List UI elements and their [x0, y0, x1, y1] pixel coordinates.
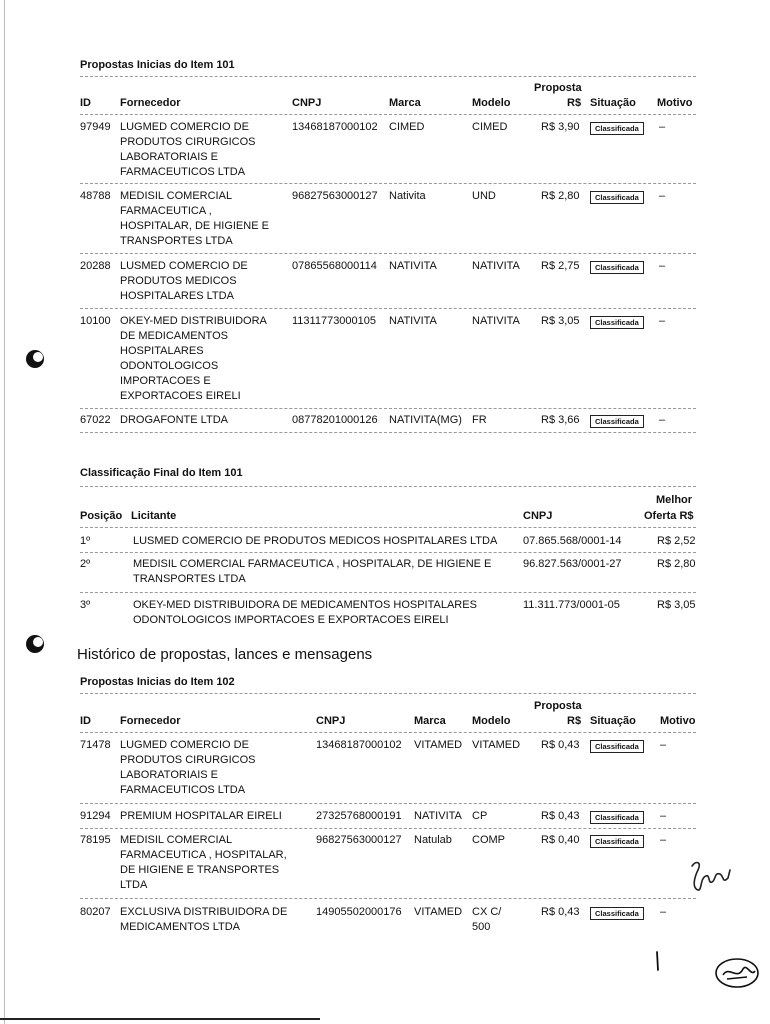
cell-id: 67022 [80, 414, 111, 426]
cell-id: 10100 [80, 315, 111, 327]
header-id: ID [80, 715, 91, 727]
cell-licitante: MEDISIL COMERCIAL FARMACEUTICA , HOSPITALAR, DE HIGIENE E [133, 558, 492, 570]
cell-posicao: 3º [80, 599, 91, 611]
cell-motivo: – [660, 906, 667, 918]
divider [80, 828, 696, 829]
divider [80, 486, 696, 487]
handwritten-mark-icon [652, 950, 662, 972]
cell-fornecedor: LUGMED COMERCIO DE [120, 121, 249, 133]
divider [80, 308, 696, 309]
status-badge: Classificada [590, 415, 644, 428]
cell-marca: Nativita [389, 190, 426, 202]
cell-fornecedor: FARMACEUTICA , [120, 205, 212, 217]
cell-motivo: – [660, 739, 667, 751]
cell-modelo: FR [472, 414, 487, 426]
header-situacao: Situação [590, 97, 636, 109]
cell-oferta: R$ 2,52 [657, 535, 696, 547]
cell-cnpj: 96.827.563/0001-27 [523, 558, 622, 570]
cell-motivo: – [659, 414, 666, 426]
header-modelo: Modelo [472, 97, 511, 109]
status-badge: Classificada [590, 316, 644, 329]
cell-id: 20288 [80, 260, 111, 272]
cell-proposta: R$ 0,40 [541, 834, 580, 846]
header-motivo: Motivo [660, 715, 696, 727]
header-motivo: Motivo [657, 97, 693, 109]
cell-licitante: OKEY-MED DISTRIBUIDORA DE MEDICAMENTOS HOSPITALARES [133, 599, 477, 611]
cell-proposta: R$ 0,43 [541, 810, 580, 822]
cell-cnpj: 08778201000126 [292, 414, 378, 426]
cell-fornecedor: EXPORTACOES EIRELI [120, 390, 241, 402]
divider [80, 76, 696, 77]
status-badge: Classificada [590, 907, 644, 920]
cell-fornecedor: FARMACEUTICOS LTDA [120, 784, 246, 796]
cell-modelo: CX C/ [472, 906, 502, 918]
cell-modelo: NATIVITA [472, 315, 520, 327]
cell-fornecedor: HOSPITALAR, DE HIGIENE E [120, 220, 269, 232]
cell-proposta: R$ 0,43 [541, 739, 580, 751]
section-title-final-101: Classificação Final do Item 101 [80, 467, 243, 479]
cell-fornecedor: DE MEDICAMENTOS [120, 330, 228, 342]
header-melhor: Melhor [656, 494, 693, 506]
cell-fornecedor: LUGMED COMERCIO DE [120, 739, 249, 751]
header-rs: R$ [567, 97, 582, 109]
cell-fornecedor: FARMACEUTICOS LTDA [120, 166, 246, 178]
cell-cnpj: 96827563000127 [292, 190, 378, 202]
cell-fornecedor: MEDICAMENTOS LTDA [120, 921, 240, 933]
cell-licitante: LUSMED COMERCIO DE PRODUTOS MEDICOS HOSPITALARES LTDA [133, 535, 498, 547]
cell-modelo: CIMED [472, 121, 508, 133]
cell-marca: CIMED [389, 121, 425, 133]
header-oferta: Oferta R$ [644, 510, 694, 522]
cell-posicao: 2º [80, 558, 91, 570]
cell-proposta: R$ 3,90 [541, 121, 580, 133]
cell-id: 71478 [80, 739, 111, 751]
punch-hole-icon [22, 631, 48, 657]
cell-cnpj: 13468187000102 [292, 121, 378, 133]
section-title-item-101: Propostas Inicias do Item 101 [80, 59, 235, 71]
cell-proposta: R$ 3,66 [541, 414, 580, 426]
rubric-stamp-icon [713, 955, 761, 991]
cell-fornecedor: LUSMED COMERCIO DE [120, 260, 248, 272]
cell-marca: VITAMED [414, 739, 463, 751]
cell-cnpj: 11.311.773/0001-05 [523, 599, 620, 611]
divider [80, 114, 696, 115]
cell-fornecedor: OKEY-MED DISTRIBUIDORA [120, 315, 267, 327]
header-marca: Marca [389, 97, 421, 109]
divider [80, 898, 696, 899]
cell-marca: NATIVITA [389, 260, 437, 272]
header-proposta: Proposta [534, 700, 582, 712]
cell-id: 80207 [80, 906, 111, 918]
divider [80, 693, 696, 694]
cell-posicao: 1º [80, 535, 91, 547]
cell-fornecedor: PRODUTOS CIRURGICOS [120, 136, 256, 148]
divider [80, 408, 696, 409]
cell-modelo: NATIVITA [472, 260, 520, 272]
header-id: ID [80, 97, 91, 109]
cell-marca: NATIVITA [414, 810, 462, 822]
cell-id: 91294 [80, 810, 111, 822]
cell-licitante: TRANSPORTES LTDA [133, 573, 246, 585]
header-cnpj: CNPJ [523, 510, 553, 522]
divider [80, 253, 696, 254]
divider [80, 592, 696, 593]
cell-fornecedor: PRODUTOS MEDICOS [120, 275, 237, 287]
cell-marca: NATIVITA(MG) [389, 414, 462, 426]
cell-cnpj: 14905502000176 [316, 906, 402, 918]
divider [80, 732, 696, 733]
cell-motivo: – [660, 810, 667, 822]
cell-modelo: UND [472, 190, 496, 202]
cell-cnpj: 13468187000102 [316, 739, 402, 751]
cell-cnpj: 07.865.568/0001-14 [523, 535, 622, 547]
cell-fornecedor: MEDISIL COMERCIAL [120, 834, 233, 846]
divider [80, 803, 696, 804]
cell-fornecedor: LABORATORIAIS E [120, 151, 219, 163]
cell-fornecedor: EXCLUSIVA DISTRIBUIDORA DE [120, 906, 288, 918]
cell-motivo: – [659, 121, 666, 133]
divider [80, 552, 696, 553]
cell-proposta: R$ 0,43 [541, 906, 580, 918]
handwritten-initials-icon [686, 858, 734, 894]
scan-margin-line [4, 0, 5, 1024]
status-badge: Classificada [590, 740, 644, 753]
cell-motivo: – [659, 190, 666, 202]
status-badge: Classificada [590, 122, 644, 135]
cell-fornecedor: TRANSPORTES LTDA [120, 235, 233, 247]
cell-fornecedor: DE HIGIENE E TRANSPORTES [120, 864, 280, 876]
divider [80, 183, 696, 184]
cell-oferta: R$ 3,05 [657, 599, 696, 611]
cell-cnpj: 27325768000191 [316, 810, 402, 822]
cell-fornecedor: MEDISIL COMERCIAL [120, 190, 233, 202]
cell-modelo: 500 [472, 921, 491, 933]
cell-fornecedor: LABORATORIAIS E [120, 769, 219, 781]
cell-id: 97949 [80, 121, 111, 133]
header-rs: R$ [567, 715, 582, 727]
cell-cnpj: 96827563000127 [316, 834, 402, 846]
header-fornecedor: Fornecedor [120, 97, 181, 109]
cell-marca: NATIVITA [389, 315, 437, 327]
cell-proposta: R$ 2,80 [541, 190, 580, 202]
cell-fornecedor: FARMACEUTICA , HOSPITALAR, [120, 849, 287, 861]
header-cnpj: CNPJ [316, 715, 346, 727]
cell-fornecedor: HOSPITALARES [120, 345, 204, 357]
cell-fornecedor: PREMIUM HOSPITALAR EIRELI [120, 810, 282, 822]
cell-id: 48788 [80, 190, 111, 202]
divider [80, 527, 696, 528]
cell-fornecedor: PRODUTOS CIRURGICOS [120, 754, 256, 766]
section-title-item-102: Propostas Inicias do Item 102 [80, 676, 235, 688]
cell-modelo: VITAMED [472, 739, 521, 751]
cell-marca: VITAMED [414, 906, 463, 918]
cell-motivo: – [660, 834, 667, 846]
cell-marca: Natulab [414, 834, 452, 846]
historico-title: Histórico de propostas, lances e mensagens [77, 646, 373, 663]
cell-oferta: R$ 2,80 [657, 558, 696, 570]
cell-fornecedor: ODONTOLOGICOS [120, 360, 219, 372]
header-posicao: Posição [80, 510, 123, 522]
status-badge: Classificada [590, 191, 644, 204]
cell-cnpj: 07865568000114 [292, 260, 377, 272]
header-cnpj: CNPJ [292, 97, 322, 109]
bottom-edge-line [0, 1018, 320, 1020]
status-badge: Classificada [590, 835, 644, 848]
header-situacao: Situação [590, 715, 636, 727]
header-proposta: Proposta [534, 82, 582, 94]
cell-motivo: – [659, 260, 666, 272]
cell-modelo: COMP [472, 834, 505, 846]
cell-id: 78195 [80, 834, 111, 846]
header-fornecedor: Fornecedor [120, 715, 181, 727]
cell-modelo: CP [472, 810, 488, 822]
header-marca: Marca [414, 715, 446, 727]
cell-licitante: ODONTOLOGICOS IMPORTACOES E EXPORTACOES EIRELI [133, 614, 449, 626]
cell-proposta: R$ 3,05 [541, 315, 580, 327]
cell-motivo: – [659, 315, 666, 327]
cell-proposta: R$ 2,75 [541, 260, 580, 272]
header-modelo: Modelo [472, 715, 511, 727]
cell-cnpj: 11311773000105 [292, 315, 377, 327]
cell-fornecedor: HOSPITALARES LTDA [120, 290, 234, 302]
cell-fornecedor: IMPORTACOES E [120, 375, 211, 387]
status-badge: Classificada [590, 261, 644, 274]
header-licitante: Licitante [131, 510, 177, 522]
punch-hole-icon [22, 346, 48, 372]
cell-fornecedor: LTDA [120, 879, 148, 891]
divider [80, 432, 696, 433]
cell-fornecedor: DROGAFONTE LTDA [120, 414, 228, 426]
status-badge: Classificada [590, 811, 644, 824]
